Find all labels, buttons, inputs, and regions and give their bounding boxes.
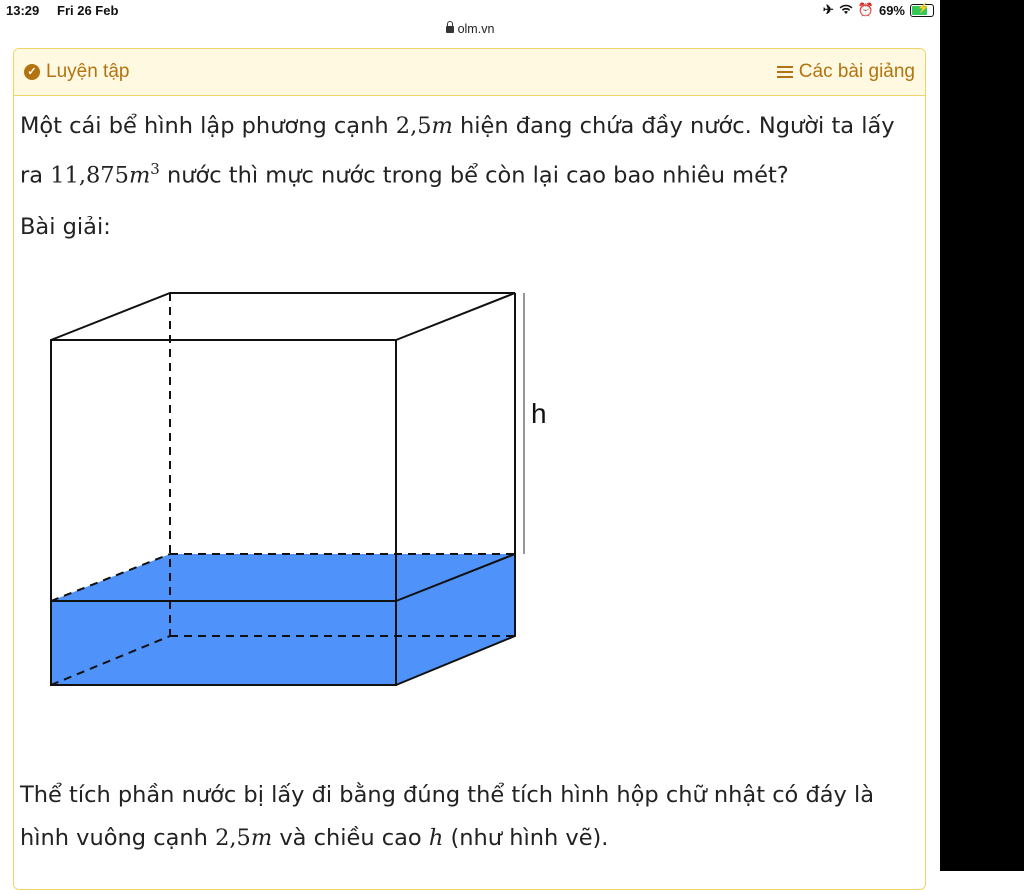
explanation-text: và chiều cao xyxy=(272,825,429,851)
url-text: olm.vn xyxy=(457,22,495,36)
lessons-link[interactable] xyxy=(777,61,915,83)
problem-text: nước thì mực nước trong bể còn lại cao bao nhiêu mét? xyxy=(159,162,789,189)
status-date: Fri 26 Feb xyxy=(57,3,119,18)
explanation-text: (như hình vẽ). xyxy=(443,825,609,851)
check-circle-icon: ✓ xyxy=(24,64,40,80)
status-indicators xyxy=(823,2,934,18)
height-label: h xyxy=(531,398,547,429)
math-unit: m xyxy=(431,113,453,139)
explanation-text: hình vuông cạnh xyxy=(20,825,216,851)
lessons-label: Các bài giảng xyxy=(798,61,915,82)
explanation-line-1: Thể tích phần nước bị lấy đi bằng đúng thể tích hình hộp chữ nhật có đáy là xyxy=(20,782,875,808)
side-black-area xyxy=(940,0,1024,871)
problem-line-2 xyxy=(20,148,789,198)
card-header xyxy=(14,49,925,96)
solution-label: Bài giải: xyxy=(20,214,111,240)
lock-icon xyxy=(446,26,454,33)
menu-icon xyxy=(777,66,793,79)
math-unit: m xyxy=(250,825,273,851)
battery-percent: 69% xyxy=(878,2,905,18)
problem-text: Một cái bể hình lập phương cạnh xyxy=(20,113,396,139)
math-exponent: 3 xyxy=(150,160,160,178)
math-number: 2,5 xyxy=(395,113,432,139)
cube-water-figure xyxy=(40,280,560,700)
status-bar xyxy=(0,0,940,22)
water-front-face xyxy=(51,601,396,685)
battery-icon: ⚡ xyxy=(910,4,934,17)
problem-line-1 xyxy=(20,105,895,148)
wifi-icon xyxy=(839,3,853,18)
practice-link[interactable] xyxy=(24,61,129,83)
alarm-icon: ⏰ xyxy=(857,2,874,17)
math-number: 2,5 xyxy=(215,825,251,851)
problem-text: hiện đang chứa đầy nước. Người ta lấy xyxy=(452,113,895,139)
airplane-icon: ✈ xyxy=(822,2,834,17)
status-time: 13:29 xyxy=(6,3,40,18)
top-face-edges xyxy=(51,293,515,340)
address-bar[interactable] xyxy=(0,22,940,42)
practice-label: Luyện tập xyxy=(46,61,130,82)
math-number: 11,875 xyxy=(50,162,129,189)
math-variable: h xyxy=(428,825,444,851)
explanation-line-2 xyxy=(20,817,608,860)
math-unit: m xyxy=(128,162,151,189)
problem-text: ra xyxy=(20,162,51,189)
